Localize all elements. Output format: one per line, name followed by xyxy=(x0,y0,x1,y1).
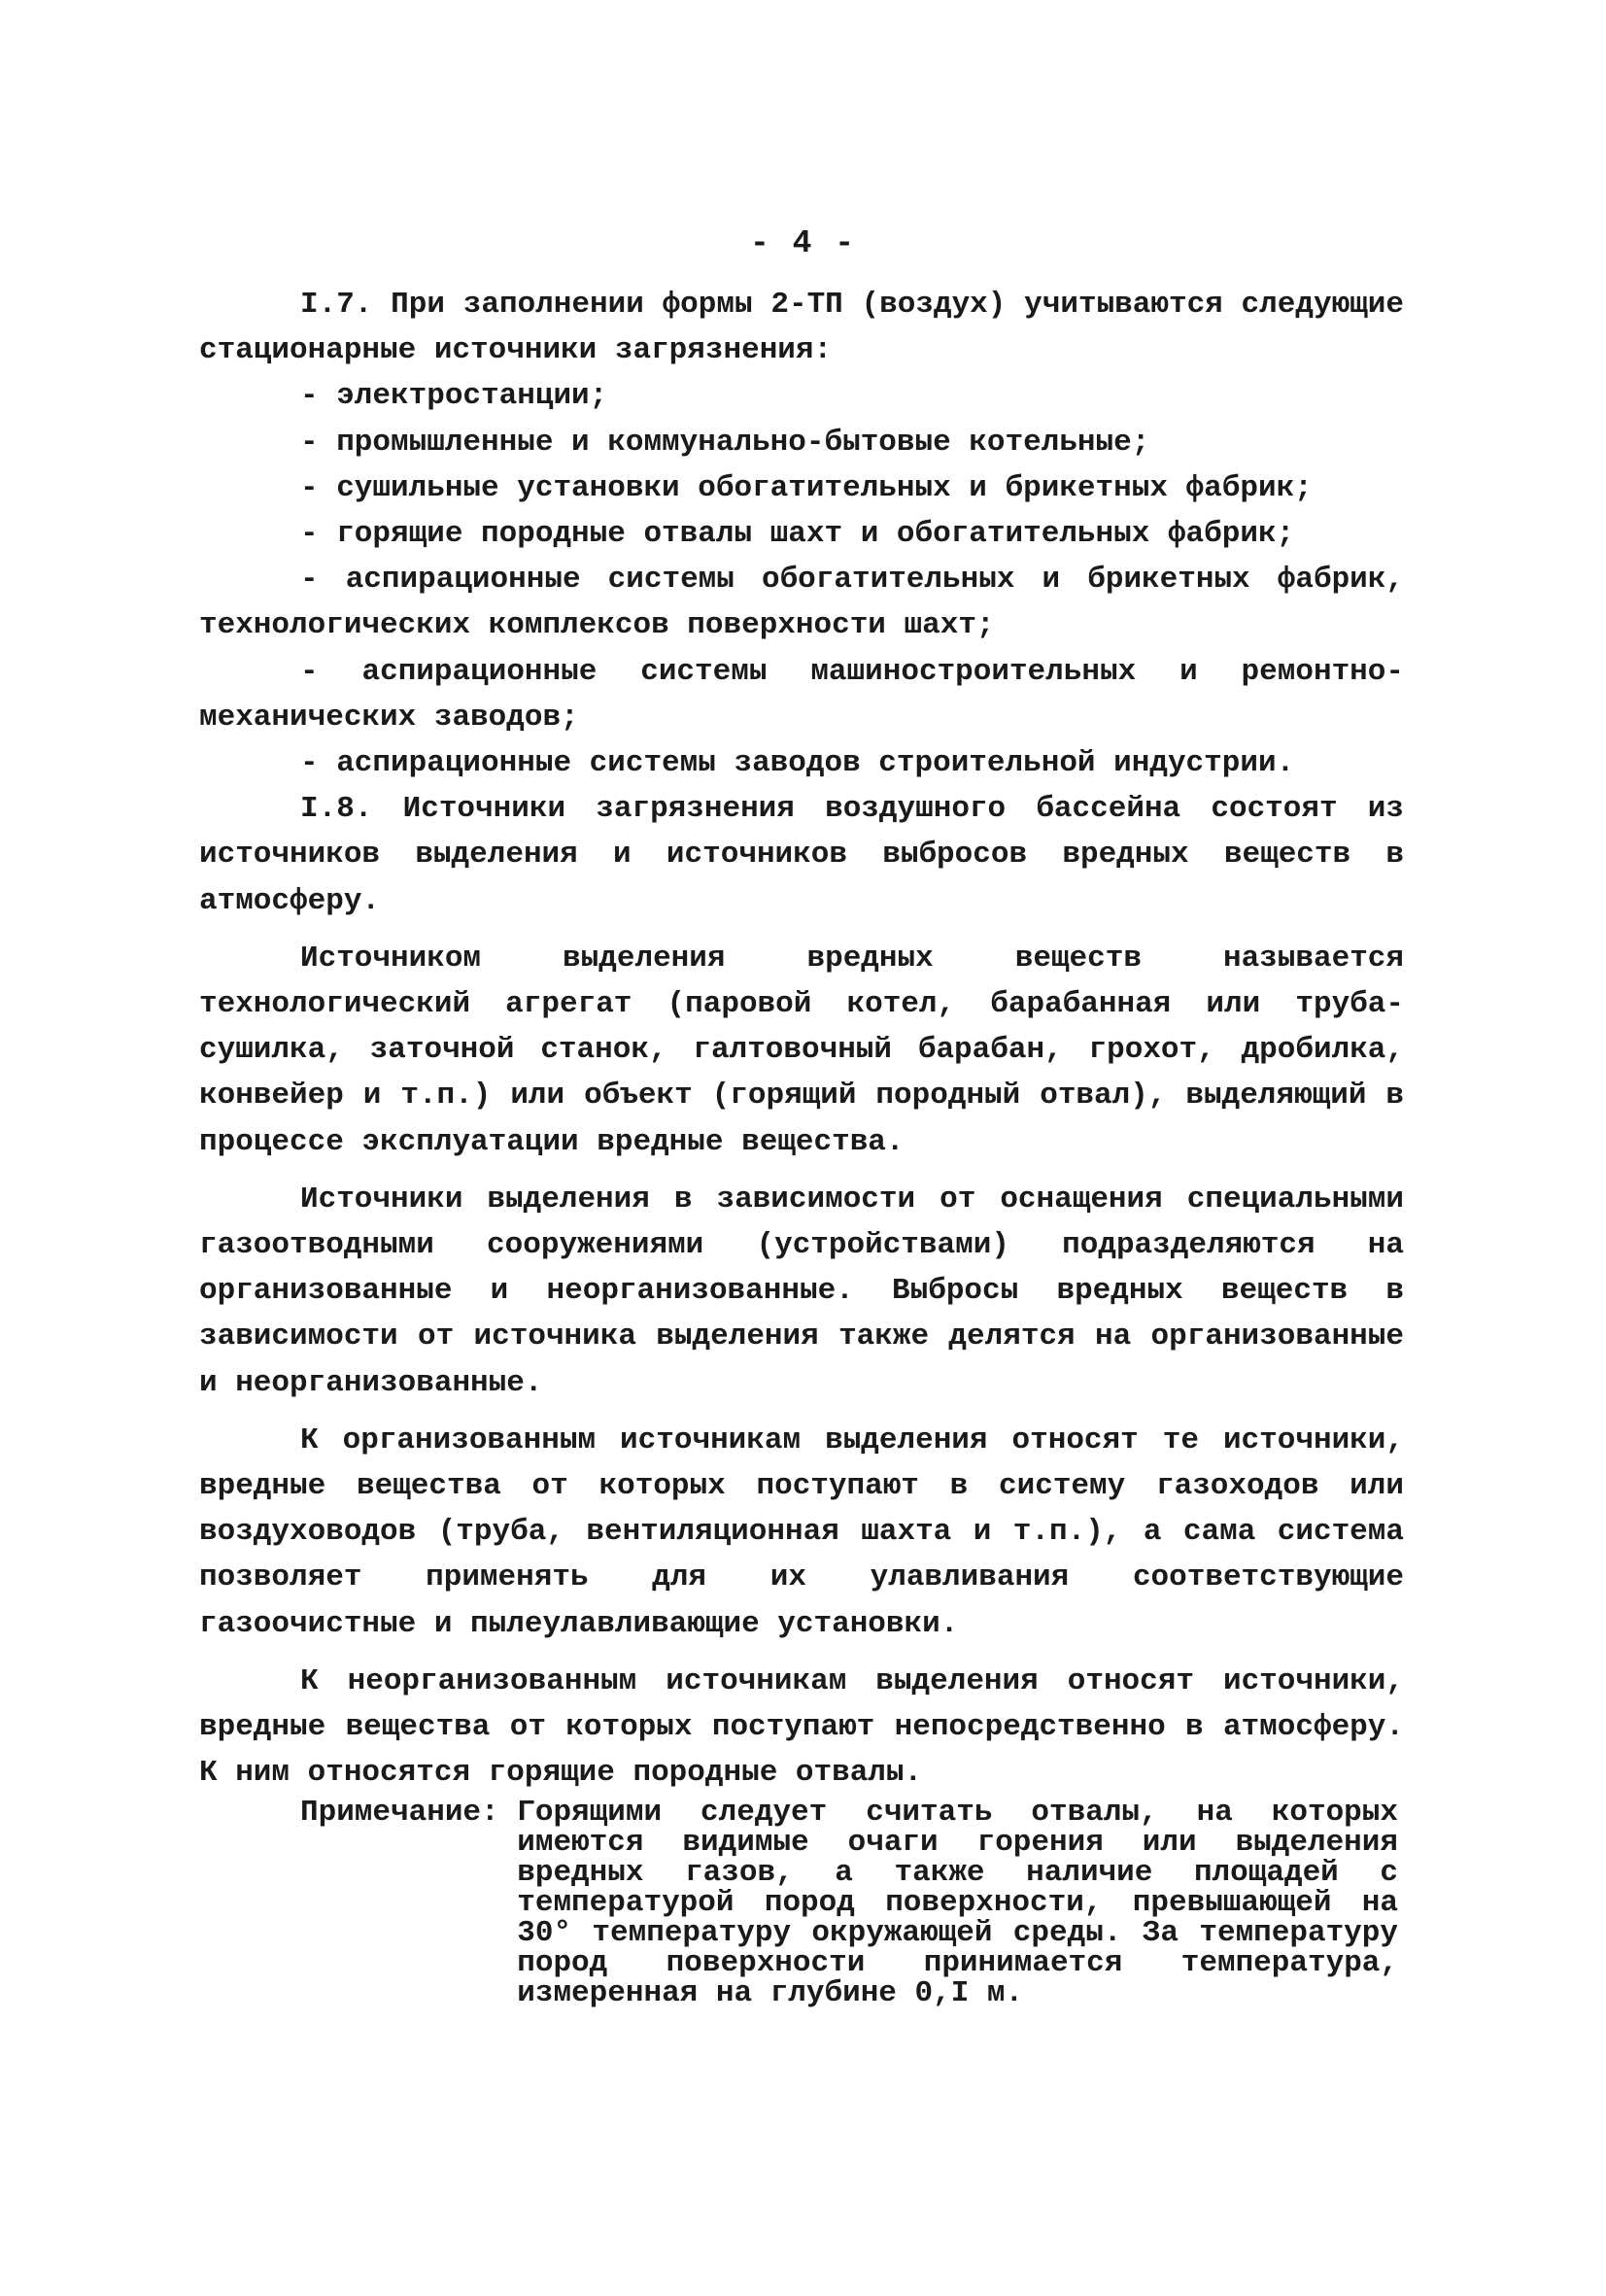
paragraph-gap xyxy=(199,1165,1404,1177)
list-item-burning-dumps: - горящие породные отвалы шахт и обогатительных фабрик; xyxy=(300,517,1295,552)
list-item-aspiration-machine-plants: - аспирационные системы машиностроительных и ремонтно-механических заводов; xyxy=(199,654,1404,735)
paragraph-unorganized-sources: К неорганизованным источникам выделения относят источники, вредные вещества от которых поступают непосредственно в атмосферу. К ним относятся горящие породные отвалы. xyxy=(199,1663,1404,1791)
paragraph-emission-source-definition: Источником выделения вредных веществ называется технологический агрегат (паровой котел, барабанная или труба-сушилка, заточной станок, галтовочный барабан, грохот, дробилка, конвейер и т.п.) или объект (горящий породный отвал), выделяющий в процессе эксплуатации вредные вещества. xyxy=(199,941,1404,1159)
section-1-8-intro: I.8. Источники загрязнения воздушного бассейна состоят из источников выделения и источников выбросов вредных веществ в атмосферу. xyxy=(199,792,1404,918)
paragraph-gap xyxy=(199,1406,1404,1418)
section-1-7-intro: I.7. При заполнении формы 2-ТП (воздух) учитываются следующие стационарные источники загрязнения: xyxy=(199,288,1404,368)
paragraph-gap xyxy=(199,924,1404,936)
document-body xyxy=(199,282,1404,1797)
note-text: Горящими следует считать отвалы, на которых имеются видимые очаги горения или выделения вредных газов, а также наличие площадей с температурой пород поверхности, превышающей на 30° температуру окружающей среды. За температуру пород поверхности принимается температура, измеренная на глубине 0,I м. xyxy=(517,1796,1398,2010)
paragraph-source-classification: Источники выделения в зависимости от оснащения специальными газоотводными сооружениями (устройствами) подразделяются на организованные и неорганизованные. Выбросы вредных веществ в зависимости от источника выделения также делятся на организованные и неорганизованные. xyxy=(199,1182,1404,1400)
list-item-boiler-houses: - промышленные и коммунально-бытовые котельные; xyxy=(300,425,1150,460)
note-label: Примечание: xyxy=(300,1796,518,1830)
list-item-aspiration-construction-plants: - аспирационные системы заводов строительной индустрии. xyxy=(300,746,1295,781)
note-block xyxy=(300,1798,1398,2008)
list-item-power-stations: - электростанции; xyxy=(300,379,608,414)
paragraph-organized-sources: К организованным источникам выделения относят те источники, вредные вещества от которых поступают в систему газоходов или воздуховодов (труба, вентиляционная шахта и т.п.), а сама система позволяет применять для их улавливания соответствующие газоочистные и пылеулавливающие установки. xyxy=(199,1422,1404,1641)
page-number: - 4 - xyxy=(749,225,857,261)
list-item-drying-installations: - сушильные установки обогатительных и брикетных фабрик; xyxy=(300,470,1313,505)
paragraph-gap xyxy=(199,1647,1404,1659)
list-item-aspiration-processing-plants: - аспирационные системы обогатительных и брикетных фабрик, технологических комплексов поверхности шахт; xyxy=(199,563,1404,643)
